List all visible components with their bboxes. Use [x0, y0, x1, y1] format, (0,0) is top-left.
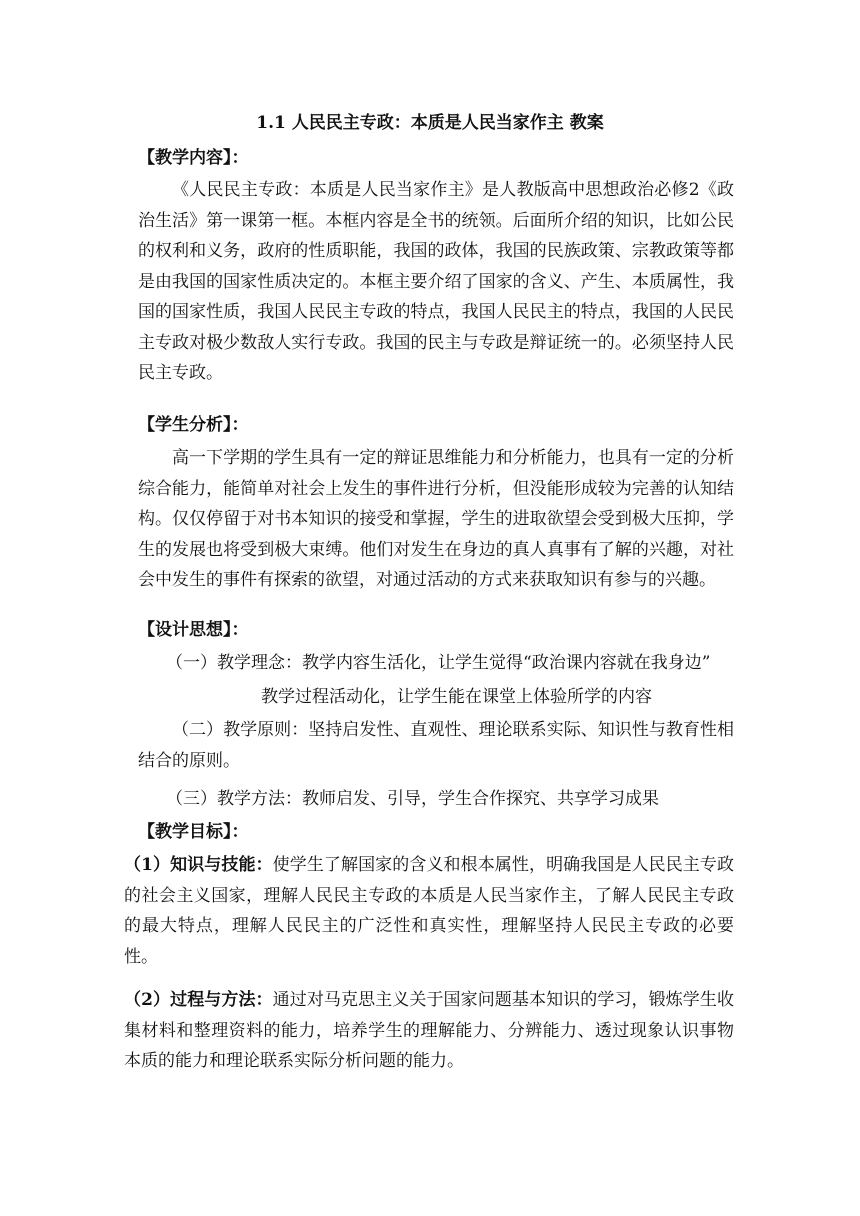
design-concept-line2: 教学过程活动化，让学生能在课堂上体验所学的内容 — [261, 687, 652, 707]
goal1-label: （1）知识与技能： — [124, 855, 273, 875]
document-title: 1.1 人民民主专政：本质是人民当家作主 教案 — [256, 113, 604, 133]
students-paragraph: 高一下学期的学生具有一定的辩证思维能力和分析能力，也具有一定的分析综合能力，能简单对社会上发生的事件进行分析，但没能形成较为完善的认知结构。仅仅停留于对书本知识的接受和掌握，学生的进取欲望会受到极大压抑，学生的发展也将受到极大束缚。他们对发生在身边的真人真事有了解的兴趣，对社会中发生的事件有探索的欲望，对通过活动的方式来获取知识有参与的兴趣。 — [138, 448, 734, 590]
goals-heading: 【教学目标】： — [138, 822, 249, 842]
goal2-text: 通过对马克思主义关于国家问题基本知识的学习，锻炼学生收集材料和整理资料的能力，培养学生的理解能力、分辨能力、透过现象认识事物本质的能力和理论联系实际分析问题的能力。 — [124, 990, 734, 1071]
students-heading: 【学生分析】： — [138, 415, 249, 435]
design-concept-line1: （一）教学理念：教学内容生活化，让学生觉得“政治课内容就在我身边” — [166, 653, 711, 673]
design-method: （三）教学方法：教师启发、引导，学生合作探究、共享学习成果 — [166, 789, 659, 809]
goal-knowledge-skills — [124, 850, 734, 972]
goal-process-methods — [124, 985, 734, 1077]
design-principle: （二）教学原则：坚持启发性、直观性、理论联系实际、知识性与教育性相结合的原则。 — [138, 720, 734, 771]
content-heading: 【教学内容】： — [138, 148, 249, 168]
design-heading: 【设计思想】： — [138, 620, 249, 640]
content-paragraph: 《人民民主专政：本质是人民当家作主》是人教版高中思想政治必修2《政治生活》第一课第一框。本框内容是全书的统领。后面所介绍的知识，比如公民的权利和义务，政府的性质职能，我国的政体，我国的民族政策、宗教政策等都是由我国的国家性质决定的。本框主要介绍了国家的含义、产生、本质属性，我国的国家性质，我国人民民主专政的特点，我国人民民主的特点，我国的人民民主专政对极少数敌人实行专政。我国的民主与专政是辩证统一的。必须坚持人民民主专政。 — [138, 180, 734, 383]
goal1-text: 使学生了解国家的含义和根本属性，明确我国是人民民主专政的社会主义国家，理解人民民主专政的本质是人民当家作主，了解人民民主专政的最大特点，理解人民民主的广泛性和真实性，理解坚持人民民主专政的必要性。 — [124, 855, 734, 967]
goal2-label: （2）过程与方法： — [124, 990, 273, 1010]
